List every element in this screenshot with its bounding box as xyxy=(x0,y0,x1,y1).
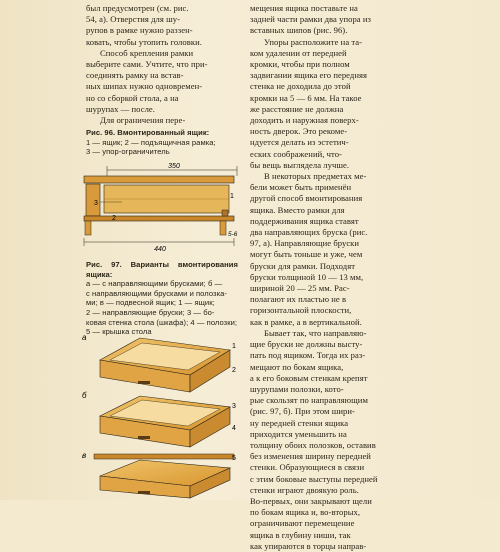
r-p2: ком удалении от передней xyxy=(250,47,347,58)
fig96-num: 2 xyxy=(112,215,116,222)
fig96-caption xyxy=(86,128,238,157)
r-p4: как упираются в торцы направ- xyxy=(250,540,367,551)
r-p3: два направляющих бруска (рис. xyxy=(250,227,368,238)
fig96-num: 1 xyxy=(230,193,234,200)
fig96-caption-line: 1 — ящик; 2 — подъящичная рамка; xyxy=(86,137,216,147)
r-p4: рые скользят по направляющим xyxy=(250,395,368,406)
r-p3: как в рамке, а в вертикальной. xyxy=(250,316,362,327)
r-p3: 97, а). Направляющие бруски xyxy=(250,238,360,249)
r-p1: вставных шипов (рис. 96). xyxy=(250,25,348,36)
fig97-label-b: б xyxy=(82,391,87,400)
r-p4: ограничивают перемещение xyxy=(250,518,355,529)
right-column xyxy=(250,3,410,552)
para2-line: Способ крепления рамки xyxy=(100,47,194,58)
fig97-caption-line: ковая стенка стола (шкафа); 4 — полозки; xyxy=(86,317,238,327)
r-p4: с этим боковые выступы передней xyxy=(250,473,378,484)
r-p2: ндуется делать из эстетич- xyxy=(250,137,349,148)
r-p2: доходить и наружная поверх- xyxy=(250,115,359,126)
fig97-num: 2 xyxy=(232,367,236,374)
fig97-num: 5 xyxy=(232,455,236,462)
r-p3: шириной 20 — 25 мм. Рас- xyxy=(250,283,350,294)
intro-line: ковать, чтобы утопить головки. xyxy=(86,36,202,47)
r-p1: задней части рамки два упора из xyxy=(250,14,371,25)
r-p3: В некоторых предметах ме- xyxy=(264,171,367,182)
para2-line: соединять рамку на встав- xyxy=(86,70,184,81)
fig97-num: 4 xyxy=(232,425,236,432)
fig97-caption xyxy=(86,260,238,337)
fig97-label-a: а xyxy=(82,333,87,342)
r-p2: кромки, чтобы при полном xyxy=(250,59,350,70)
left-column-top xyxy=(86,3,238,126)
fig96-caption-line: 3 — упор-ограничитель xyxy=(86,147,170,157)
r-p4: стенки играют двоякую роль. xyxy=(250,484,359,495)
r-p3: ящика. Вместо рамки для xyxy=(250,204,345,215)
r-p2: стенка не доходила до этой xyxy=(250,81,351,92)
r-p3: бруски толщиной 10 — 13 мм, xyxy=(250,271,364,282)
r-p4: мещают по бокам ящика, xyxy=(250,361,344,372)
intro-line: 54, а). Отверстия для шу- xyxy=(86,14,181,25)
r-p3: горизонтальной плоскости, xyxy=(250,305,352,316)
para2-line: шурупах — после. xyxy=(86,103,155,114)
fig97-num: 3 xyxy=(232,403,236,410)
r-p4: Бывает так, что направляю- xyxy=(264,327,367,338)
para3-line: Для ограничения пере- xyxy=(100,115,186,126)
r-p4: без изменения ширину передней xyxy=(250,451,371,462)
r-p4: ну передней стенки ящика xyxy=(250,417,349,428)
r-p4: пать под ящиком. Тогда их раз- xyxy=(250,350,366,361)
fig97-num: 1 xyxy=(232,343,236,350)
r-p2: еских соображений, что- xyxy=(250,148,342,159)
fig96-caption-label: Рис. 96. Вмонтированный ящик: xyxy=(86,128,210,137)
fig96-dim-side: 5-6 xyxy=(228,231,238,238)
r-p2: же расстояние не должна xyxy=(250,103,344,114)
r-p2: задвигании ящика его передняя xyxy=(250,70,368,81)
r-p2: бы вещь выглядела лучше. xyxy=(250,159,350,170)
r-p2: Упоры расположите на та- xyxy=(264,36,363,47)
fig97-caption-line: а — с направляющими брусками; б — xyxy=(86,279,223,289)
r-p3: бруски для рамки. Подходят xyxy=(250,260,355,271)
para2-line: ных шипах нужно одновремен- xyxy=(86,81,203,92)
r-p3: бели может быть применён xyxy=(250,182,352,193)
r-p3: могут быть тоньше и уже, чем xyxy=(250,249,363,260)
r-p4: стенки. Образующиеся в связи xyxy=(250,462,365,473)
fig96-dim-top: 350 xyxy=(168,163,180,170)
fig97-caption-line: с направляющими брусками и полозка- xyxy=(86,288,227,298)
r-p3: другой способ вмонтирования xyxy=(250,193,363,204)
fig97-label-v: в xyxy=(82,451,87,460)
intro-line: рупов в рамке нужно раззен- xyxy=(86,25,193,36)
fig96-num: 3 xyxy=(94,200,98,207)
fig97-caption-line: 5 — крышка стола xyxy=(86,327,152,337)
r-p4: толщину обоих полозков, оставив xyxy=(250,439,376,450)
fig97-drawer-variants xyxy=(80,330,240,500)
r-p3: полагают их пластью не в xyxy=(250,294,347,305)
r-p4: шурупами полозки, кото- xyxy=(250,383,344,394)
fig97-caption-line: 2 — направляющие бруски; 3 — бо- xyxy=(86,307,215,317)
fig96-dim-bottom: 440 xyxy=(154,246,166,253)
intro-line: был предусмотрен (см. рис. xyxy=(86,3,189,13)
r-p4: приходится уменьшить на xyxy=(250,428,347,439)
r-p2: кромки на 5 — 6 мм. На такое xyxy=(250,92,362,103)
r-p4: (рис. 97, б). При этом шири- xyxy=(250,406,355,417)
fig97-caption-label: Рис. 97. Варианты вмонтирования ящика: xyxy=(86,260,238,279)
fig97-caption-line: ми; в — подвесной ящик; 1 — ящик; xyxy=(86,298,215,308)
fig96-drawer-illustration xyxy=(82,158,242,258)
para2-line: выберите сами. Учтите, что при- xyxy=(86,59,208,70)
r-p4: щие бруски не должны высту- xyxy=(250,339,363,350)
r-p2: ность дверок. Это рекоме- xyxy=(250,126,348,137)
r-p4: Во-первых, они закрывают щели xyxy=(250,495,372,506)
r-p4: ящика в глубину ниши, так xyxy=(250,529,351,540)
r-p4: а к его боковым стенкам крепят xyxy=(250,372,368,383)
r-p1: мещения ящика поставьте на xyxy=(250,3,358,13)
para2-line: но со сборкой стола, а на xyxy=(86,92,179,103)
r-p3: поддерживания ящика ставят xyxy=(250,215,359,226)
r-p4: по бокам ящика и, во-вторых, xyxy=(250,507,361,518)
